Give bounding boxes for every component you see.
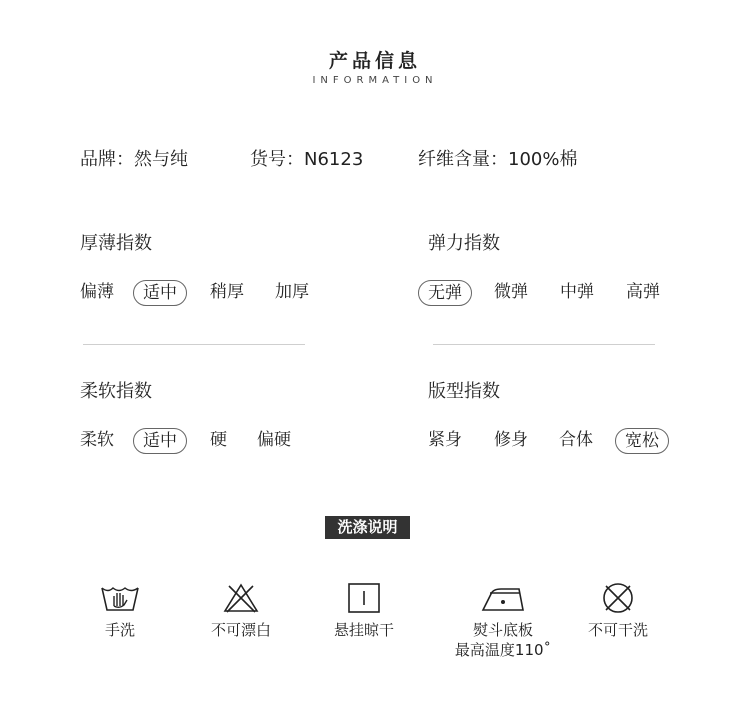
care-label-iron-temperature: 最高温度110˚: [454, 641, 552, 659]
hand-wash-icon: [100, 582, 140, 614]
care-label-no-bleach: 不可漂白: [210, 621, 271, 639]
iron-icon: [479, 582, 527, 614]
softness-option-medium-selected: 适中: [133, 428, 187, 454]
care-item-no-dry-clean: [578, 582, 658, 640]
care-item-hang-dry: [322, 582, 406, 640]
softness-option-rather-hard: 偏硬: [257, 430, 291, 450]
wash-instructions-title: 洗涤说明: [325, 516, 410, 539]
item-number-info: 货号：N6123: [250, 149, 364, 170]
elasticity-option-medium: 中弹: [560, 282, 594, 302]
thickness-option-thin: 偏薄: [80, 282, 114, 302]
fit-option-slim: 修身: [494, 430, 528, 450]
fit-option-loose-selected: 宽松: [615, 428, 669, 454]
thickness-option-thick: 加厚: [275, 282, 309, 302]
care-item-hand-wash: [80, 582, 160, 640]
no-dry-clean-icon: [598, 582, 638, 614]
elasticity-index-title: 弹力指数: [428, 233, 500, 254]
fit-option-regular: 合体: [559, 430, 593, 450]
elasticity-option-slight: 微弹: [494, 282, 528, 302]
care-label-no-dry-clean: 不可干洗: [587, 621, 648, 639]
elasticity-option-none-selected: 无弹: [418, 280, 472, 306]
fit-option-tight: 紧身: [428, 430, 462, 450]
care-label-hand-wash: 手洗: [104, 621, 135, 639]
divider-right: [433, 344, 655, 345]
softness-option-hard: 硬: [210, 430, 227, 450]
softness-option-soft: 柔软: [80, 430, 114, 450]
brand-info: 品牌：然与纯: [80, 149, 188, 170]
thickness-index-title: 厚薄指数: [80, 233, 152, 254]
care-item-no-bleach: [199, 582, 283, 640]
softness-index-title: 柔软指数: [80, 381, 152, 402]
thickness-option-medium-selected: 适中: [133, 280, 187, 306]
care-label-hang-dry: 悬挂晾干: [333, 621, 394, 639]
divider-left: [83, 344, 305, 345]
no-bleach-icon: [221, 582, 261, 614]
fit-index-title: 版型指数: [428, 381, 500, 402]
care-item-iron: [444, 582, 562, 660]
hang-dry-icon: [344, 582, 384, 614]
thickness-option-slightly-thick: 稍厚: [210, 282, 244, 302]
care-label-iron: 熨斗底板: [472, 621, 533, 639]
elasticity-option-high: 高弹: [626, 282, 660, 302]
fiber-content-info: 纤维含量：100%棉: [418, 149, 578, 170]
page-subtitle: INFORMATION: [312, 75, 438, 86]
page-title: 产品信息: [328, 50, 421, 72]
